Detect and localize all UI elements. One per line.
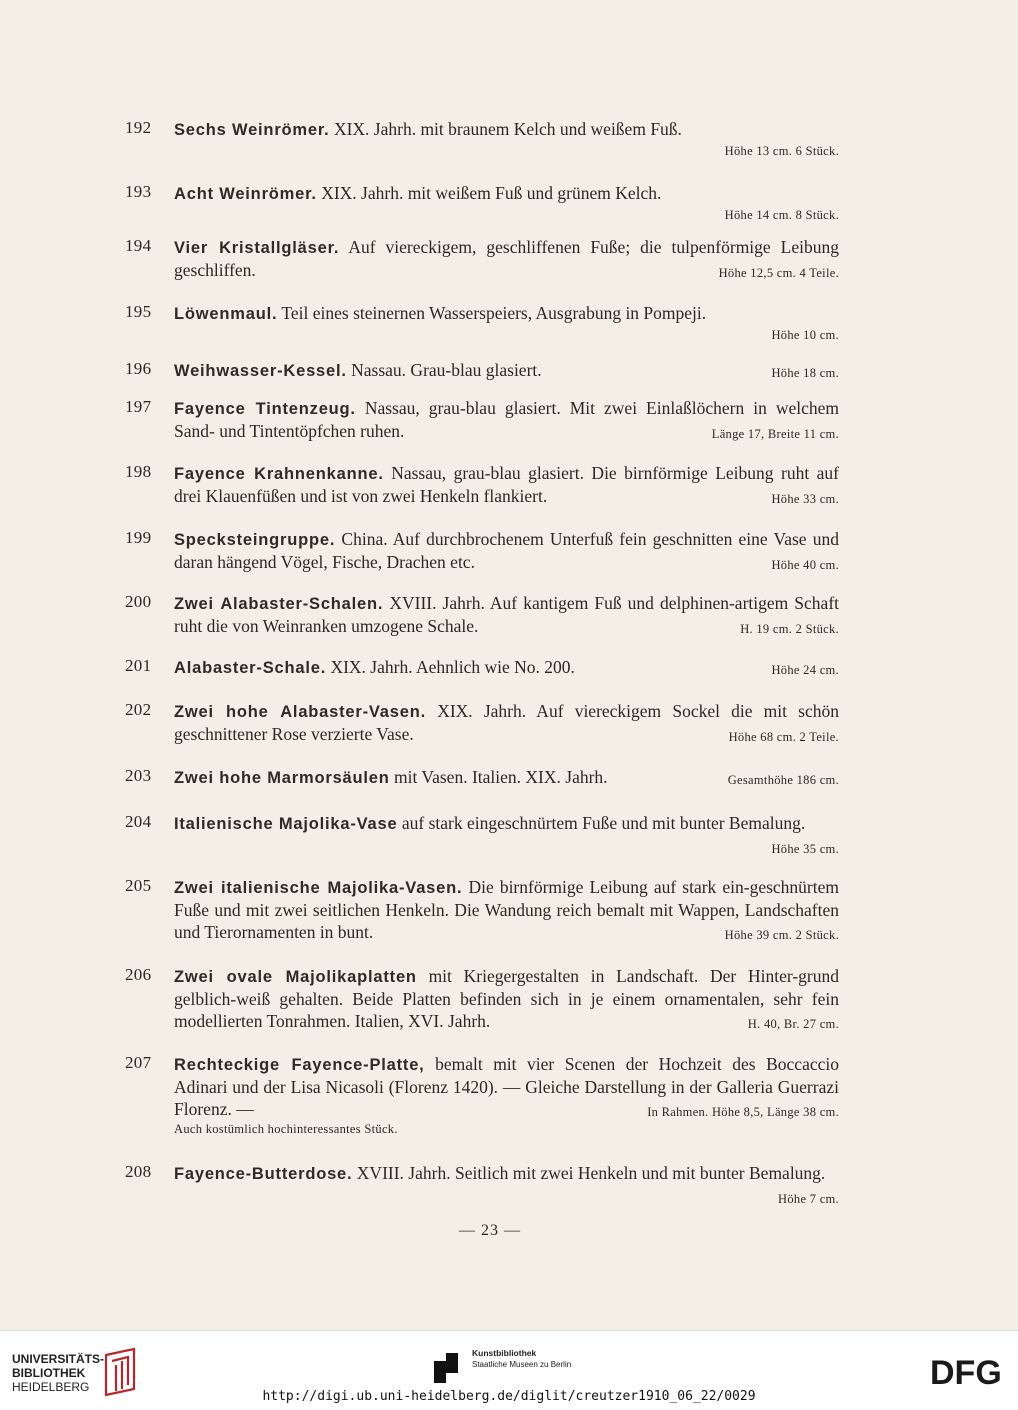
entry-description: Nassau, grau-blau glasiert. Die birnförmige Leibung ruht auf drei Klauenfüßen und ist von zwei Henkeln flankiert. — [174, 463, 840, 506]
entry-measure: Höhe 33 cm. — [771, 492, 839, 506]
entry-text — [174, 876, 839, 943]
entry-title: Zwei hohe Marmorsäulen — [174, 769, 390, 787]
entry-198 — [125, 462, 845, 510]
entry-title: Sechs Weinrömer. — [174, 121, 330, 139]
entry-number: 198 — [125, 462, 152, 481]
entry-description: auf stark eingeschnürtem Fuße und mit bunter Bemalung. — [401, 813, 806, 833]
entry-description: mit Vasen. Italien. XIX. Jahrh. — [394, 767, 608, 787]
entry-text — [174, 700, 839, 745]
entry-193 — [125, 182, 845, 225]
entry-208 — [125, 1162, 845, 1210]
entry-description: Nassau. Grau-blau glasiert. — [351, 360, 542, 380]
entry-201 — [125, 656, 845, 681]
entry-194 — [125, 236, 845, 284]
source-url-link[interactable]: http://digi.ub.uni-heidelberg.de/diglit/creutzer1910_06_22/0029 — [262, 1389, 756, 1404]
entry-measure: Höhe 40 cm. — [771, 558, 839, 572]
entry-195 — [125, 302, 845, 345]
entry-text — [174, 592, 839, 637]
kunstbibliothek-label — [472, 1348, 571, 1370]
entry-measure: Höhe 7 cm. — [778, 1192, 839, 1206]
entry-title: Fayence-Butterdose. — [174, 1165, 353, 1183]
entry-title: Fayence Krahnenkanne. — [174, 465, 384, 483]
entry-206 — [125, 965, 845, 1035]
entry-text — [174, 1053, 839, 1138]
entry-measure: Gesamthöhe 186 cm. — [727, 773, 839, 787]
entry-202 — [125, 700, 845, 748]
entry-measure: Länge 17, Breite 11 cm. — [711, 427, 839, 441]
entry-description: XIX. Jahrh. Aehnlich wie No. 200. — [330, 657, 575, 677]
entry-192 — [125, 118, 845, 161]
entry-description: mit Kriegergestalten in Landschaft. Der Hinter-grund gelblich-weiß gehalten. Beide Platten befinden sich in je einem ornamentalen, sehr fein modellierten Tonrahmen. Italien, XVI. Jahrh. — [174, 966, 839, 1031]
entry-measure: H. 40, Br. 27 cm. — [747, 1017, 839, 1031]
entry-199 — [125, 528, 845, 576]
entry-text — [174, 397, 839, 442]
entry-title: Löwenmaul. — [174, 305, 278, 323]
entry-measure: Höhe 35 cm. — [771, 842, 839, 856]
entry-title: Fayence Tintenzeug. — [174, 400, 356, 418]
ub-line-1: UNIVERSITÄTS- — [12, 1352, 105, 1366]
entry-text — [174, 236, 839, 281]
entry-title: Zwei italienische Majolika-Vasen. — [174, 879, 463, 897]
page-number: — 23 — — [459, 1222, 521, 1239]
entry-text — [174, 528, 839, 573]
entry-description: Nassau, grau-blau glasiert. Mit zwei Einlaßlöchern in welchem Sand- und Tintentöpfchen ruhen. — [174, 398, 840, 441]
university-library-name — [12, 1352, 104, 1394]
entry-number: 203 — [125, 766, 152, 785]
entry-text — [174, 359, 839, 382]
entry-203 — [125, 766, 845, 791]
entry-measure: Höhe 10 cm. — [771, 328, 839, 342]
entry-description: XVIII. Jahrh. Auf kantigem Fuß und delphinen-artigem Schaft ruht die von Weinranken umzogene Schale. — [174, 593, 840, 636]
entry-text — [174, 302, 839, 345]
entry-measure: Höhe 12,5 cm. 4 Teile. — [718, 266, 839, 280]
entry-title: Weihwasser-Kessel. — [174, 362, 347, 380]
entry-205 — [125, 876, 845, 946]
entry-text — [174, 812, 839, 856]
entry-measure: Höhe 13 cm. 6 Stück. — [724, 144, 839, 158]
entry-description: China. Auf durchbrochenem Unterfuß fein geschnitten eine Vase und daran hängend Vögel, Fische, Drachen etc. — [174, 529, 839, 572]
entry-text — [174, 965, 839, 1032]
entry-note: Auch kostümlich hochinteressantes Stück. — [174, 1122, 398, 1136]
entry-number: 192 — [125, 118, 152, 137]
entry-title: Rechteckige Fayence-Platte, — [174, 1056, 425, 1074]
ub-line-3: HEIDELBERG — [12, 1380, 90, 1394]
entry-text — [174, 1162, 839, 1206]
entry-description: Auf viereckigem, geschliffenen Fuße; die tulpenförmige Leibung geschliffen. — [174, 237, 839, 280]
entry-text — [174, 656, 839, 679]
entry-description: XIX. Jahrh. mit weißem Fuß und grünem Kelch. — [321, 183, 662, 203]
entry-measure: Höhe 18 cm. — [771, 366, 839, 380]
entry-number: 205 — [125, 876, 152, 895]
entry-207 — [125, 1053, 845, 1138]
entry-title: Specksteingruppe. — [174, 531, 336, 549]
entry-description: bemalt mit vier Scenen der Hochzeit des Boccaccio Adinari und der Lisa Nicasoli (Florenz 1420). — Gleiche Darstellung in der Galleria Guerrazi Florenz. — — [174, 1054, 839, 1119]
entry-description: XIX. Jahrh. mit braunem Kelch und weißem Fuß. — [333, 119, 682, 139]
entry-title: Italienische Majolika-Vase — [174, 815, 398, 833]
entry-number: 199 — [125, 528, 152, 547]
entry-number: 197 — [125, 397, 152, 416]
kunstbibliothek-logo-icon — [432, 1351, 460, 1385]
entry-measure: Höhe 14 cm. 8 Stück. — [724, 208, 839, 222]
entry-number: 208 — [125, 1162, 152, 1181]
entry-measure: H. 19 cm. 2 Stück. — [740, 622, 839, 636]
entry-description: XIX. Jahrh. Auf viereckigem Sockel die mit schön geschnittener Rose verzierte Vase. — [174, 701, 840, 744]
dfg-logo-text: DFG — [930, 1355, 1002, 1387]
entry-number: 195 — [125, 302, 152, 321]
entry-200 — [125, 592, 845, 640]
entry-text — [174, 118, 839, 161]
entry-204 — [125, 812, 845, 860]
entry-title: Acht Weinrömer. — [174, 185, 317, 203]
entry-196 — [125, 359, 845, 384]
entry-text — [174, 462, 839, 507]
entry-description: Teil eines steinernen Wasserspeiers, Ausgrabung in Pompeji. — [281, 303, 707, 323]
footer-bar — [0, 1330, 1018, 1410]
entry-number: 200 — [125, 592, 152, 611]
entry-title: Zwei ovale Majolikaplatten — [174, 968, 417, 986]
ub-line-2: BIBLIOTHEK — [12, 1366, 86, 1380]
entry-measure: Höhe 39 cm. 2 Stück. — [724, 928, 839, 942]
entry-number: 202 — [125, 700, 152, 719]
entry-number: 193 — [125, 182, 152, 201]
entry-title: Zwei hohe Alabaster-Vasen. — [174, 703, 427, 721]
entry-description: Die birnförmige Leibung auf stark ein-geschnürtem Fuße und mit zwei seitlichen Henkeln. Die Wandung reich bemalt mit Wappen, Landschaften und Tierornamenten in bunt. — [174, 877, 840, 942]
entry-number: 204 — [125, 812, 152, 831]
entry-title: Vier Kristallgläser. — [174, 239, 340, 257]
entry-text — [174, 182, 839, 225]
entry-number: 206 — [125, 965, 152, 984]
entry-number: 194 — [125, 236, 152, 255]
entry-text — [174, 766, 839, 789]
entry-number: 207 — [125, 1053, 152, 1072]
entry-description: XVIII. Jahrh. Seitlich mit zwei Henkeln und mit bunter Bemalung. — [356, 1163, 826, 1183]
entry-title: Alabaster-Schale. — [174, 659, 327, 677]
kb-line-1: Kunstbibliothek — [472, 1348, 537, 1358]
entry-measure: Höhe 68 cm. 2 Teile. — [728, 730, 839, 744]
kb-line-2: Staatliche Museen zu Berlin — [472, 1360, 572, 1369]
entry-measure: Höhe 24 cm. — [771, 663, 839, 677]
entry-title: Zwei Alabaster-Schalen. — [174, 595, 384, 613]
entry-number: 196 — [125, 359, 152, 378]
entry-measure: In Rahmen. Höhe 8,5, Länge 38 cm. — [647, 1105, 839, 1119]
dfg-logo — [930, 1355, 1006, 1387]
entry-197 — [125, 397, 845, 445]
entry-number: 201 — [125, 656, 152, 675]
